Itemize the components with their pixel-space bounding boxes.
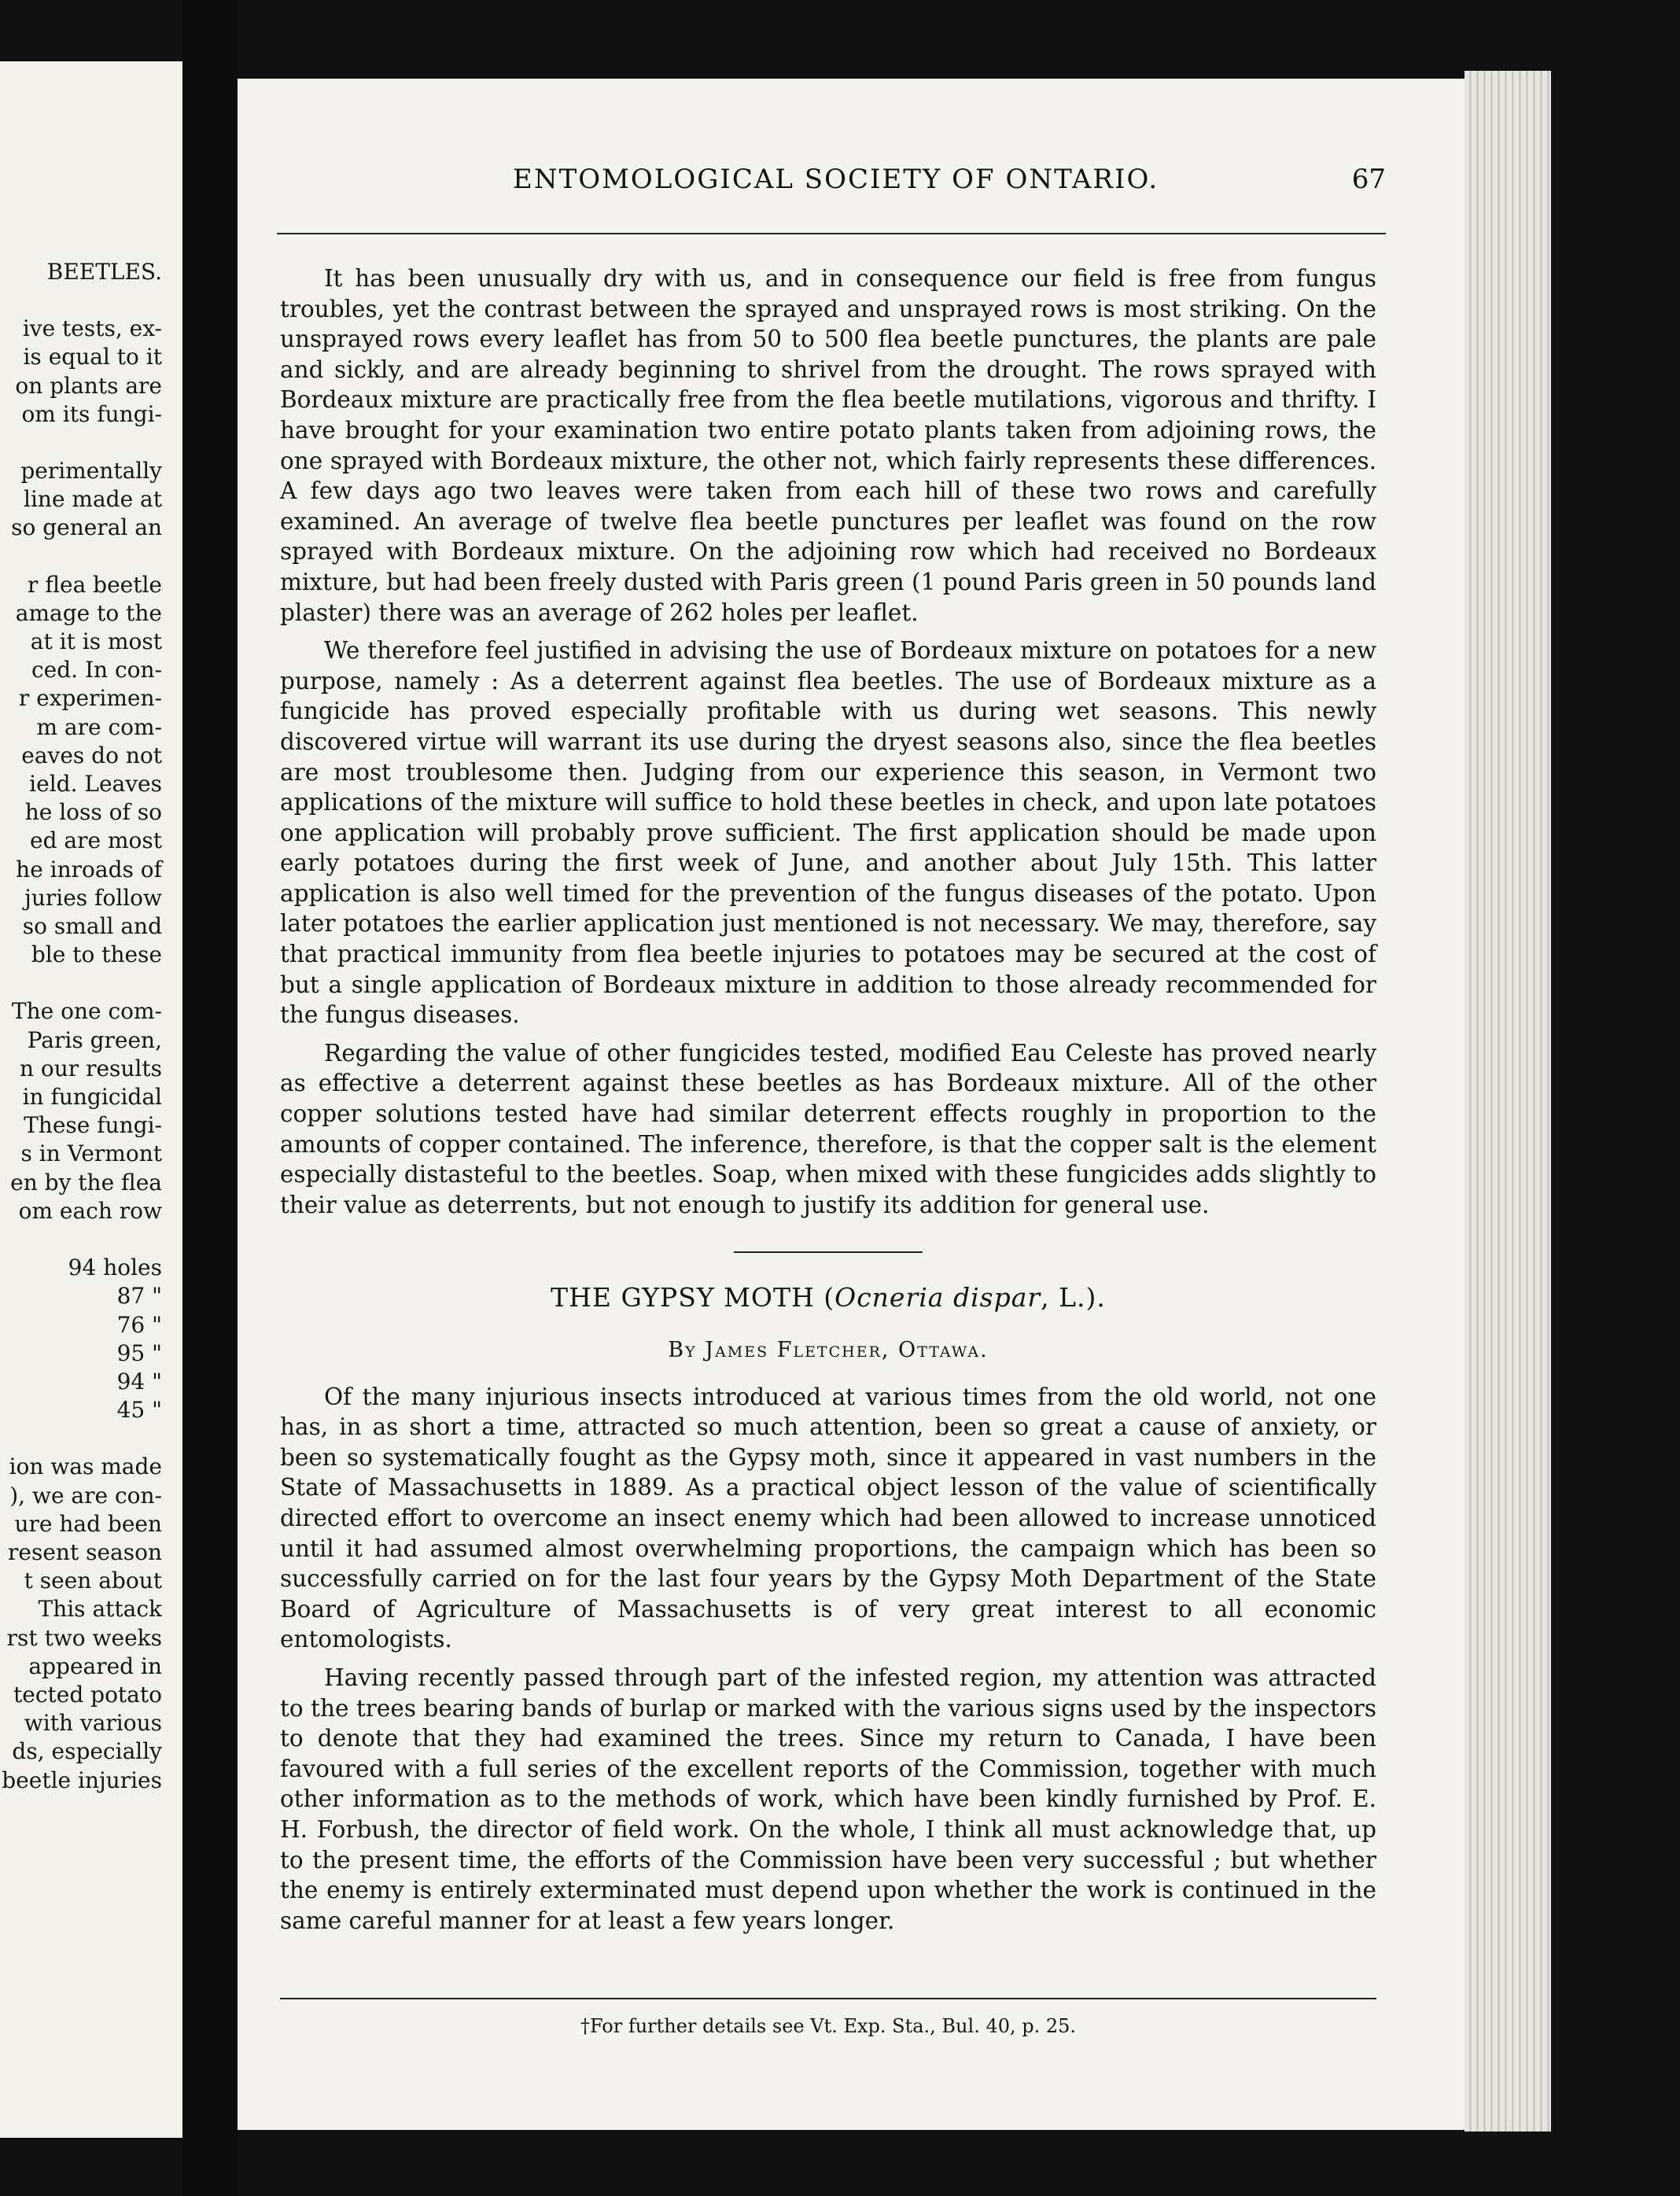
facing-page-line: beetle injuries <box>2 1767 162 1793</box>
facing-page-line: he loss of so <box>24 799 162 826</box>
facing-page-line: line made at <box>24 486 162 513</box>
facing-page-line: in fungicidal <box>22 1084 162 1111</box>
facing-page-line: eaves do not <box>21 742 162 768</box>
facing-page-line: n our results <box>19 1055 162 1081</box>
paragraph: We therefore feel justified in advising the use of Bordeaux mixture on potatoes for a new purpose, namely : As a deterrent against flea beetles. The use of Bordeaux mixture as a fungicide has proved especially profitable with us during wet seasons. This newly discovered virtue will warrant its use during the dryest seasons also, since the flea beetles are most troublesome then. Judging from our experience this season, in Vermont two applications of the mixture will suffice to hold these beetles in check, and upon late potatoes one application will probably prove sufficient. The first application should be made upon early potatoes during the first week of June, and another about July 15th. This latter application is also well timed for the prevention of the fungus diseases of the potato. Upon later potatoes the earlier application just mentioned is not necessary. We may, therefore, say that practical immunity from flea beetle injuries to potatoes may be secured at the cost of but a single application of Bordeaux mixture in addition to those already recommended for the fungus diseases. <box>280 637 1376 1029</box>
facing-page-line: ced. In con- <box>31 657 162 683</box>
facing-page-line: 76 " <box>116 1311 162 1338</box>
facing-page-line: ure had been <box>14 1510 162 1537</box>
facing-page-line: r flea beetle <box>28 571 162 598</box>
facing-page-line: resent season <box>8 1538 162 1565</box>
facing-page-line: Paris green, <box>27 1026 162 1053</box>
facing-page-gap <box>0 429 162 457</box>
facing-page-line: t seen about <box>24 1568 162 1594</box>
facing-page-line: rst two weeks <box>6 1624 162 1651</box>
article-byline: By James Fletcher, Ottawa. <box>668 1338 989 1362</box>
facing-page-gap <box>0 1424 162 1453</box>
facing-page-line: ed are most <box>30 827 162 854</box>
facing-page-gap <box>0 1225 162 1254</box>
paragraph: Of the many injurious insects introduced at various times from the old world, not one has, in as short a time, attracted so much attention, been so great a cause of anxiety, or been so systematically fought as the Gypsy moth, since it appeared in vast numbers in the State of Massachusetts in 1889. As a practical object lesson of the value of scientifically directed effort to overcome an insect enemy which had been allowed to increase unnoticed until it had assumed almost overwhelming proportions, the campaign which has been so successfully carried on for the last four years by the Gypsy Moth Department of the State Board of Agriculture of Massachusetts is of very great interest to all economic entomologists. <box>280 1383 1376 1653</box>
facing-page-line: om its fungi- <box>21 400 162 427</box>
book-gutter <box>182 0 238 2196</box>
article-title-suffix: , L.). <box>1041 1282 1106 1314</box>
facing-page <box>0 61 182 2138</box>
paragraph: Regarding the value of other fungicides tested, modified Eau Celeste has proved nearly as effective a deterrent against these beetles as has Bordeaux mixture. All of the other copper solutions tested have had similar deterrent effects roughly in proportion to the amounts of copper contained. The inference, therefore, is that the copper salt is the element especially distasteful to the beetles. Soap, when mixed with these fungicides adds slightly to their value as deterrents, but not enough to justify its addition for general use. <box>280 1039 1376 1218</box>
facing-page-line: This attack <box>38 1596 162 1623</box>
header-title: ENTOMOLOGICAL SOCIETY OF ONTARIO. <box>513 164 1159 195</box>
page-body <box>280 263 1376 1936</box>
facing-page-line: so general an <box>11 514 162 541</box>
facing-page-line: ive tests, ex- <box>22 315 162 342</box>
page-number: 67 <box>1351 164 1386 195</box>
facing-page-line: These fungi- <box>24 1112 162 1139</box>
facing-page-line: 87 " <box>116 1283 162 1310</box>
facing-page-line: so small and <box>22 913 162 940</box>
facing-page-line: with various <box>24 1710 162 1737</box>
article-title <box>280 1283 1376 1314</box>
facing-page-line: 94 holes <box>68 1255 162 1281</box>
facing-page-line: ion was made <box>9 1454 162 1480</box>
facing-page-line: BEETLES. <box>46 259 162 285</box>
paragraph: Having recently passed through part of the infested region, my attention was attracted to the trees bearing bands of burlap or marked with the various signs used by the inspectors to denote that they had examined the trees. Since my return to Canada, I have been favoured with a full series of the excellent reports of the Commission, together with much other information as to the methods of work, which have been kindly furnished by Prof. E. H. Forbush, the director of field work. On the whole, I think all must acknowledge that, up to the present time, the efforts of the Commission have been very successful ; but whether the enemy is entirely exterminated must depend upon whether the work is continued in the same careful manner for at least a few years longer. <box>280 1664 1376 1934</box>
header-rule <box>277 233 1386 234</box>
facing-page-line: ds, especially <box>12 1738 162 1765</box>
facing-page-line: is equal to it <box>23 344 162 370</box>
facing-page-line: perimentally <box>20 458 162 485</box>
article-title-open: ( <box>823 1282 835 1314</box>
facing-page-line: appeared in <box>28 1653 162 1679</box>
section-divider <box>734 1251 923 1253</box>
facing-page-line: at it is most <box>30 628 162 655</box>
facing-page-text <box>0 258 162 1795</box>
facing-page-line: om each row <box>18 1197 162 1224</box>
facing-page-line: he inroads of <box>16 856 162 882</box>
facing-page-line: The one com- <box>11 998 162 1025</box>
running-header <box>277 164 1386 203</box>
facing-page-gap <box>0 543 162 571</box>
page-edges <box>1464 71 1551 2132</box>
facing-page-line: tected potato <box>13 1681 162 1708</box>
facing-page-line: amage to the <box>15 599 162 626</box>
footnote: †For further details see Vt. Exp. Sta., Bul. 40, p. 25. <box>580 2015 1077 2037</box>
facing-page-line: 94 " <box>116 1368 162 1395</box>
facing-page-line: 95 " <box>116 1339 162 1366</box>
facing-page-gap <box>0 286 162 315</box>
footnote-rule <box>280 1998 1376 1999</box>
article-title-main: THE GYPSY MOTH <box>551 1282 815 1314</box>
facing-page-line: r experimen- <box>18 685 162 712</box>
facing-page-line: s in Vermont <box>20 1140 162 1167</box>
facing-page-line: 45 " <box>116 1397 162 1424</box>
article-title-latin: Ocneria dispar <box>834 1282 1041 1314</box>
facing-page-line: ield. Leaves <box>29 771 162 798</box>
facing-page-line: ble to these <box>31 941 162 968</box>
paragraph: It has been unusually dry with us, and in consequence our field is free from fungus troubles, yet the contrast between the sprayed and unsprayed rows is most striking. On the unsprayed rows every leaflet has from 50 to 500 flea beetle punctures, the plants are pale and sickly, and are already beginning to shrivel from the drought. The rows sprayed with Bordeaux mixture are practically free from the flea beetle mutilations, vigorous and thrifty. I have brought for your examination two entire potato plants taken from adjoining rows, the one sprayed with Bordeaux mixture, the other not, which fairly represents these differences. A few days ago two leaves were taken from each hill of these two rows and carefully examined. An average of twelve flea beetle punctures per leaflet was found on the row sprayed with Bordeaux mixture. On the adjoining row which had received no Bordeaux mixture, but had been freely dusted with Paris green (1 pound Paris green in 50 pounds land plaster) there was an average of 262 holes per leaflet. <box>280 265 1376 626</box>
facing-page-line: ), we are con- <box>9 1482 162 1509</box>
facing-page-line: on plants are <box>15 372 162 399</box>
facing-page-gap <box>0 969 162 997</box>
facing-page-line: juries follow <box>24 884 162 911</box>
facing-page-line: en by the flea <box>10 1169 162 1196</box>
facing-page-line: m are com- <box>36 713 162 740</box>
